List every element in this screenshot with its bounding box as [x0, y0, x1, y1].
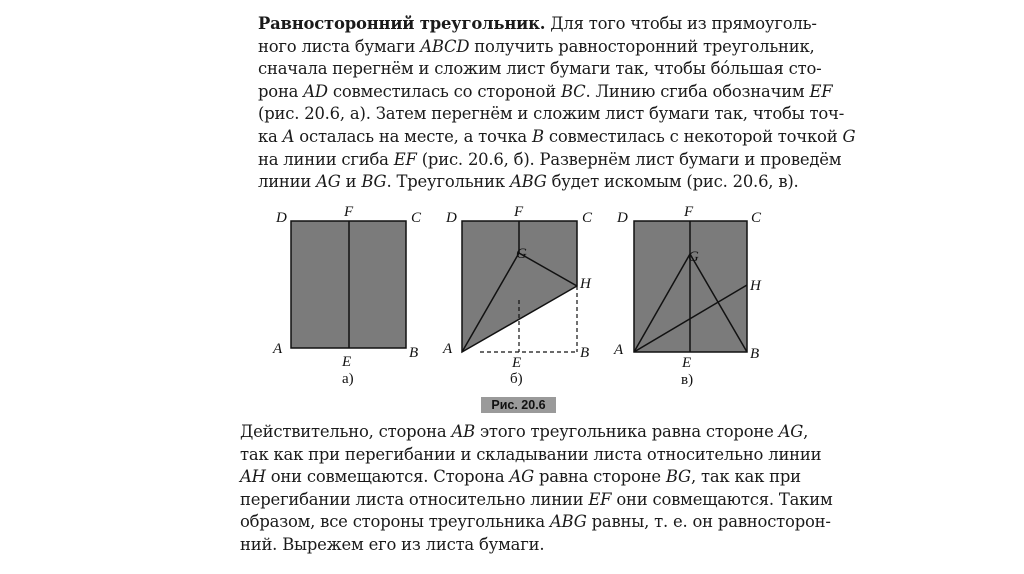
- label-d: D: [446, 210, 457, 226]
- text-segment: так как при перегибании и складывании листа относительно линии: [240, 444, 822, 464]
- text-segment: осталась на месте, а точка: [294, 126, 532, 146]
- text-line: [240, 421, 809, 444]
- math-term: AB: [451, 422, 475, 441]
- math-term: B: [531, 126, 544, 146]
- text-line: [240, 444, 822, 467]
- label-d: D: [617, 210, 628, 226]
- label-f: F: [684, 204, 694, 220]
- math-term: AH: [240, 467, 266, 487]
- sublabel-c: в): [681, 372, 694, 388]
- panel-a: [272, 204, 422, 387]
- text-segment: ка: [258, 126, 283, 146]
- math-term: AD: [303, 81, 328, 101]
- text-segment: ,: [803, 422, 809, 441]
- text-segment: на линии сгиба: [258, 149, 394, 169]
- panel-b: [442, 204, 593, 387]
- math-term: BG: [665, 467, 691, 487]
- label-g: G: [688, 249, 699, 265]
- label-h: H: [580, 276, 591, 292]
- label-c: C: [751, 210, 762, 226]
- math-term: ABG: [549, 512, 587, 532]
- text-segment: линии: [258, 172, 317, 192]
- text-line: [240, 489, 833, 512]
- text-segment: сначала перегнём и сложим лист бумаги так, чтобы бóльшая сто-: [258, 59, 822, 79]
- label-f: F: [344, 204, 354, 220]
- sublabel-a: а): [342, 371, 354, 387]
- text-segment: . Линию сгиба обозначим: [585, 81, 810, 101]
- math-term: ABCD: [420, 36, 470, 56]
- text-segment: . Треугольник: [386, 172, 510, 192]
- label-a: A: [614, 342, 624, 358]
- text-segment: , так как при: [690, 467, 801, 487]
- text-segment: они совмещаются. Сторона: [265, 467, 510, 487]
- label-e: E: [682, 355, 692, 371]
- text-segment: равны, т. е. он равносторон-: [586, 512, 831, 532]
- label-c: C: [582, 210, 593, 226]
- math-term: ABG: [509, 172, 547, 192]
- text-segment: Для того чтобы из прямоуголь-: [545, 14, 817, 33]
- math-term: AG: [778, 422, 804, 441]
- text-segment: ного листа бумаги: [258, 36, 421, 56]
- text-segment: (рис. 20.6, а). Затем перегнём и сложим лист бумаги так, чтобы точ-: [258, 104, 845, 124]
- text-segment: и: [340, 172, 362, 192]
- text-segment: Действительно, сторона: [240, 422, 452, 441]
- figure-caption: Рис. 20.6: [481, 397, 556, 413]
- text-line: [240, 466, 801, 489]
- heading-text: Равносторонний треугольник.: [258, 14, 546, 33]
- text-segment: (рис. 20.6, б). Развернём лист бумаги и проведём: [416, 149, 842, 169]
- label-b: B: [750, 346, 760, 362]
- text-line: [240, 534, 796, 557]
- text-segment: равна стороне: [533, 467, 666, 487]
- math-term: AG: [316, 172, 341, 192]
- math-term: EF: [809, 81, 833, 101]
- label-b: B: [409, 345, 419, 361]
- label-a: A: [443, 341, 453, 357]
- label-e: E: [512, 355, 522, 371]
- math-term: EF: [588, 489, 612, 509]
- math-term: A: [282, 126, 295, 146]
- paragraph-proof: [240, 421, 833, 557]
- sublabel-b: б): [510, 371, 523, 387]
- math-term: BG: [361, 172, 387, 192]
- text-segment: ний. Вырежем его из листа бумаги.: [240, 534, 545, 554]
- text-segment: перегибании листа относительно линии: [240, 489, 589, 509]
- text-segment: совместилась с некоторой точкой: [543, 126, 843, 146]
- math-term: AG: [509, 467, 534, 487]
- math-term: BC: [560, 81, 586, 101]
- label-g: G: [516, 246, 527, 262]
- label-e: E: [342, 354, 352, 370]
- text-segment: будет искомым (рис. 20.6, в).: [546, 172, 799, 192]
- text-segment: рона: [258, 81, 304, 101]
- text-segment: они совмещаются. Таким: [611, 489, 833, 509]
- label-b: B: [580, 345, 590, 361]
- text-segment: получить равносторонний треугольник,: [469, 36, 815, 56]
- text-line: [240, 511, 831, 534]
- label-d: D: [276, 210, 287, 226]
- label-a: A: [273, 341, 283, 357]
- text-segment: совместилась со стороной: [327, 81, 561, 101]
- panel-c: [613, 204, 762, 388]
- text-segment: образом, все стороны треугольника: [240, 512, 550, 532]
- math-term: G: [842, 126, 856, 146]
- label-c: C: [411, 210, 422, 226]
- math-term: EF: [393, 149, 417, 169]
- label-h: H: [750, 278, 761, 294]
- text-segment: этого треугольника равна стороне: [474, 422, 779, 441]
- label-f: F: [514, 204, 524, 220]
